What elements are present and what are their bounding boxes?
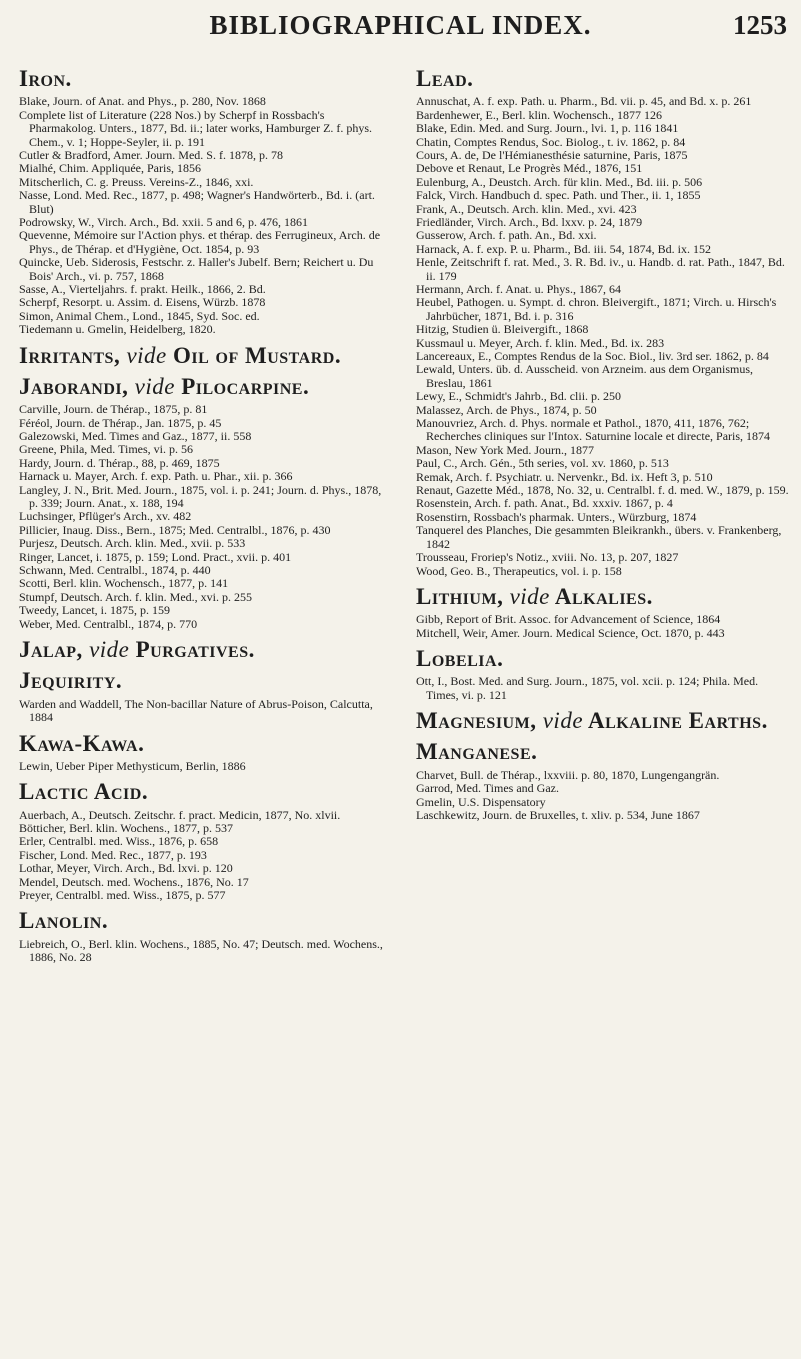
- left-column: [19, 60, 391, 968]
- heading-title: Lactic Acid.: [19, 779, 149, 805]
- bibliography-entry: Erler, Centralbl. med. Wiss., 1876, p. 658: [19, 834, 219, 849]
- index-section: [19, 731, 391, 774]
- index-section: [19, 668, 391, 724]
- bibliography-entry: Hardy, Journ. d. Thérap., 88, p. 469, 1875: [19, 455, 220, 470]
- heading-title: Kawa-Kawa.: [19, 730, 145, 756]
- bibliography-entry: Greene, Phila, Med. Times, vi. p. 56: [19, 442, 193, 457]
- bibliography-entry: Frank, A., Deutsch. Arch. klin. Med., xvi. 423: [416, 201, 637, 216]
- bibliography-entry: Schwann, Med. Centralbl., 1874, p. 440: [19, 563, 211, 578]
- bibliography-entry: Hermann, Arch. f. Anat. u. Phys., 1867, 64: [416, 281, 621, 296]
- bibliography-entry: Auerbach, A., Deutsch. Zeitschr. f. pract. Medicin, 1877, No. xlvii.: [19, 807, 341, 822]
- bibliography-entry: Paul, C., Arch. Gén., 5th series, vol. xv. 1860, p. 513: [416, 456, 669, 471]
- bibliography-entry: Lewin, Ueber Piper Methysticum, Berlin, 1886: [19, 758, 246, 773]
- index-section: [416, 708, 790, 733]
- bibliography-entry: Mitscherlich, C. g. Preuss. Vereins-Z., 1846, xxi.: [19, 174, 254, 189]
- bibliography-entry: Cours, A. de, De l'Hémianesthésie saturnine, Paris, 1875: [416, 147, 688, 162]
- index-section: [416, 66, 790, 578]
- bibliography-entry: Langley, J. N., Brit. Med. Journ., 1875, vol. i. p. 241; Journ. d. Phys., 1878, p. 339; Journ. Anat., x. 188, 194: [19, 482, 382, 511]
- section-heading: [19, 779, 391, 804]
- section-heading: [416, 708, 790, 733]
- bibliography-entry: Fischer, Lond. Med. Rec., 1877, p. 193: [19, 847, 207, 862]
- bibliography-entry: Cutler & Bradford, Amer. Journ. Med. S. f. 1878, p. 78: [19, 147, 283, 162]
- index-section: [416, 646, 790, 702]
- bibliography-entry: Mialhé, Chim. Appliquée, Paris, 1856: [19, 161, 201, 176]
- bibliography-entry: Remak, Arch. f. Psychiatr. u. Nervenkr., Bd. ix. Heft 3, p. 510: [416, 469, 713, 484]
- bibliography-entry: Garrod, Med. Times and Gaz.: [416, 781, 559, 796]
- bibliography-entry: Mason, New York Med. Journ., 1877: [416, 442, 595, 457]
- heading-cross-reference: Purgatives.: [135, 637, 255, 663]
- section-heading: [19, 637, 391, 662]
- heading-vide: vide: [509, 583, 550, 609]
- bibliography-entry: Lancereaux, E., Comptes Rendus de la Soc. Biol., liv. 3rd ser. 1862, p. 84: [416, 349, 769, 364]
- section-heading: [416, 66, 790, 91]
- bibliography-entry: Mitchell, Weir, Amer. Journ. Medical Science, Oct. 1870, p. 443: [416, 625, 725, 640]
- bibliography-entry: Hitzig, Studien ü. Bleivergift., 1868: [416, 322, 589, 337]
- section-heading: [19, 374, 391, 399]
- heading-cross-reference: Alkalies.: [554, 583, 653, 609]
- section-heading: [19, 908, 391, 933]
- bibliography-entry: Harnack, A. f. exp. P. u. Pharm., Bd. iii. 54, 1874, Bd. ix. 152: [416, 241, 711, 256]
- heading-title: Lanolin.: [19, 908, 109, 934]
- bibliography-entry: Rosenstirn, Rossbach's pharmak. Unters., Würzburg, 1874: [416, 509, 697, 524]
- bibliography-entry: Debove et Renaut, Le Progrès Méd., 1876, 151: [416, 161, 643, 176]
- right-column: [416, 60, 790, 826]
- bibliography-entry: Chatin, Comptes Rendus, Soc. Biolog., t. iv. 1862, p. 84: [416, 134, 686, 149]
- section-heading: [19, 66, 391, 91]
- bibliography-entry: Charvet, Bull. de Thérap., lxxviii. p. 80, 1870, Lungengangrän.: [416, 767, 720, 782]
- entry-list: [416, 675, 790, 702]
- section-heading: [19, 668, 391, 693]
- bibliography-entry: Simon, Animal Chem., Lond., 1845, Syd. Soc. ed.: [19, 308, 260, 323]
- bibliography-entry: Mendel, Deutsch. med. Wochens., 1876, No. 17: [19, 874, 249, 889]
- heading-title: Jequirity.: [19, 668, 123, 694]
- bibliography-entry: Trousseau, Froriep's Notiz., xviii. No. 13, p. 207, 1827: [416, 550, 679, 565]
- bibliography-entry: Eulenburg, A., Deustch. Arch. für klin. Med., Bd. iii. p. 506: [416, 174, 703, 189]
- index-section: [19, 637, 391, 662]
- bibliography-entry: Stumpf, Deutsch. Arch. f. klin. Med., xvi. p. 255: [19, 589, 252, 604]
- bibliography-entry: Rosenstein, Arch. f. path. Anat., Bd. xxxiv. 1867, p. 4: [416, 496, 673, 511]
- entry-list: [19, 809, 391, 903]
- entry-list: [416, 769, 790, 823]
- entry-list: [19, 938, 391, 965]
- bibliography-entry: Blake, Edin. Med. and Surg. Journ., lvi. 1, p. 116 1841: [416, 121, 679, 136]
- bibliography-entry: Gibb, Report of Brit. Assoc. for Advancement of Science, 1864: [416, 612, 721, 627]
- bibliography-entry: Henle, Zeitschrift f. rat. Med., 3. R. Bd. iv., u. Handb. d. rat. Path., 1847, Bd. ii. 179: [416, 255, 785, 283]
- bibliography-entry: Lothar, Meyer, Virch. Arch., Bd. lxvi. p. 120: [19, 861, 233, 876]
- bibliography-entry: Tweedy, Lancet, i. 1875, p. 159: [19, 603, 171, 618]
- entry-list: [19, 760, 391, 773]
- bibliography-entry: Harnack u. Mayer, Arch. f. exp. Path. u. Phar., xii. p. 366: [19, 469, 293, 484]
- bibliography-entry: Laschkewitz, Journ. de Bruxelles, t. xliv. p. 534, June 1867: [416, 807, 700, 822]
- bibliography-entry: Carville, Journ. de Thérap., 1875, p. 81: [19, 402, 208, 417]
- entry-list: [416, 95, 790, 578]
- heading-cross-reference: Alkaline Earths.: [588, 708, 768, 734]
- bibliography-entry: Tiedemann u. Gmelin, Heidelberg, 1820.: [19, 322, 216, 337]
- heading-vide: vide: [89, 637, 130, 663]
- heading-vide: vide: [134, 373, 175, 399]
- entry-list: [19, 698, 391, 725]
- heading-title: Irritants,: [19, 342, 121, 368]
- bibliography-entry: Quincke, Ueb. Siderosis, Festschr. z. Haller's Jubelf. Bern; Reichert u. Du Bois' Arch., vi. p. 757, 1868: [19, 255, 374, 283]
- bibliography-entry: Weber, Med. Centralbl., 1874, p. 770: [19, 616, 198, 631]
- bibliography-entry: Ott, I., Bost. Med. and Surg. Journ., 1875, vol. xcii. p. 124; Phila. Med. Times, vi. p. 121: [416, 674, 759, 702]
- heading-cross-reference: Oil of Mustard.: [173, 342, 342, 368]
- bibliography-entry: Manouvriez, Arch. d. Phys. normale et Pathol., 1870, 411, 1876, 762; Recherches cliniques sur l'Intox. Saturnine locale et directe, Paris, 1874: [416, 416, 771, 444]
- bibliography-entry: Annuschat, A. f. exp. Path. u. Pharm., Bd. vii. p. 45, and Bd. x. p. 261: [416, 94, 752, 109]
- heading-vide: vide: [126, 342, 167, 368]
- bibliography-entry: Renaut, Gazette Méd., 1878, No. 32, u. Centralbl. f. d. med. W., 1879, p. 159.: [416, 483, 789, 498]
- heading-title: Jaborandi,: [19, 373, 129, 399]
- bibliography-entry: Friedländer, Virch. Arch., Bd. lxxv. p. 24, 1879: [416, 214, 643, 229]
- bibliography-entry: Warden and Waddell, The Non-bacillar Nature of Abrus-Poison, Calcutta, 1884: [19, 696, 373, 725]
- section-heading: [416, 646, 790, 671]
- bibliography-entry: Luchsinger, Pflüger's Arch., xv. 482: [19, 509, 192, 524]
- entry-list: [19, 95, 391, 336]
- bibliography-entry: Féréol, Journ. de Thérap., Jan. 1875, p. 45: [19, 415, 222, 430]
- section-heading: [416, 584, 790, 609]
- index-section: [19, 908, 391, 964]
- bibliography-entry: Bardenhewer, E., Berl. klin. Wochensch., 1877 126: [416, 107, 662, 122]
- bibliography-entry: Preyer, Centralbl. med. Wiss., 1875, p. 577: [19, 887, 226, 902]
- section-heading: [19, 343, 391, 368]
- bibliography-entry: Gusserow, Arch. f. path. An., Bd. xxi.: [416, 228, 597, 243]
- section-heading: [416, 739, 790, 764]
- entry-list: [416, 613, 790, 640]
- bibliography-entry: Sasse, A., Vierteljahrs. f. prakt. Heilk., 1866, 2. Bd.: [19, 281, 266, 296]
- heading-title: Lithium,: [416, 583, 504, 609]
- bibliography-entry: Blake, Journ. of Anat. and Phys., p. 280, Nov. 1868: [19, 94, 266, 109]
- bibliography-entry: Scotti, Berl. klin. Wochensch., 1877, p. 141: [19, 576, 229, 591]
- bibliography-entry: Nasse, Lond. Med. Rec., 1877, p. 498; Wagner's Handwörterb., Bd. i. (art. Blut): [19, 188, 375, 216]
- heading-vide: vide: [542, 708, 584, 734]
- bibliography-entry: Liebreich, O., Berl. klin. Wochens., 1885, No. 47; Deutsch. med. Wochens., 1886, No. 28: [19, 936, 383, 965]
- heading-title: Magnesium,: [416, 708, 537, 734]
- heading-title: Lead.: [416, 66, 474, 91]
- bibliography-entry: Kussmaul u. Meyer, Arch. f. klin. Med., Bd. ix. 283: [416, 335, 665, 350]
- index-section: [19, 343, 391, 368]
- bibliography-entry: Lewald, Unters. üb. d. Ausscheid. von Arzneim. aus dem Organismus, Breslau, 1861: [416, 362, 754, 390]
- heading-title: Jalap,: [19, 637, 83, 663]
- bibliography-entry: Gmelin, U.S. Dispensatory: [416, 794, 546, 809]
- bibliography-entry: Lewy, E., Schmidt's Jahrb., Bd. clii. p. 250: [416, 389, 622, 404]
- bibliography-entry: Bötticher, Berl. klin. Wochens., 1877, p. 537: [19, 820, 233, 835]
- bibliography-entry: Tanquerel des Planches, Die gesammten Bleikrankh., übers. v. Frankenberg, 1842: [416, 523, 782, 551]
- heading-title: Iron.: [19, 66, 72, 91]
- index-section: [19, 374, 391, 631]
- bibliography-entry: Complete list of Literature (228 Nos.) by Scherpf in Rossbach's Pharmakolog. Unters., 1877, Bd. ii.; later works, Hamburger Z. f. phys. Chem., v. 1; Hoppe-Seyler, ii. p. 191: [19, 107, 373, 149]
- bibliography-entry: Pillicier, Inaug. Diss., Bern., 1875; Med. Centralbl., 1876, p. 430: [19, 522, 331, 537]
- index-section: [416, 739, 790, 822]
- bibliography-entry: Ringer, Lancet, i. 1875, p. 159; Lond. Pract., xvii. p. 401: [19, 549, 292, 564]
- heading-title: Manganese.: [416, 739, 538, 765]
- bibliography-entry: Malassez, Arch. de Phys., 1874, p. 50: [416, 402, 597, 417]
- bibliography-entry: Purjesz, Deutsch. Arch. klin. Med., xvii. p. 533: [19, 536, 246, 551]
- running-title: BIBLIOGRAPHICAL INDEX.: [209, 10, 592, 40]
- bibliography-entry: Galezowski, Med. Times and Gaz., 1877, ii. 558: [19, 429, 252, 444]
- bibliography-entry: Podrowsky, W., Virch. Arch., Bd. xxii. 5 and 6, p. 476, 1861: [19, 214, 308, 229]
- bibliography-entry: Quevenne, Mémoire sur l'Action phys. et thérap. des Ferrugineux, Arch. de Phys., de Thérap. et d'Hygiène, Oct. 1854, p. 93: [19, 228, 381, 256]
- index-section: [19, 779, 391, 902]
- section-heading: [19, 731, 391, 756]
- bibliography-entry: Heubel, Pathogen. u. Sympt. d. chron. Bleivergift., 1871; Virch. u. Hirsch's Jahrbücher, 1871, Bd. i. p. 316: [416, 295, 777, 323]
- bibliography-entry: Scherpf, Resorpt. u. Assim. d. Eisens, Würzb. 1878: [19, 295, 266, 310]
- bibliography-entry: Falck, Virch. Handbuch d. spec. Path. und Ther., ii. 1, 1855: [416, 188, 701, 203]
- page-header: [0, 10, 801, 44]
- bibliography-entry: Wood, Geo. B., Therapeutics, vol. i. p. 158: [416, 563, 622, 578]
- heading-title: Lobelia.: [416, 646, 504, 672]
- entry-list: [19, 403, 391, 631]
- heading-cross-reference: Pilocarpine.: [181, 373, 310, 399]
- index-section: [19, 66, 391, 337]
- page-number: 1253: [733, 10, 787, 40]
- index-section: [416, 584, 790, 640]
